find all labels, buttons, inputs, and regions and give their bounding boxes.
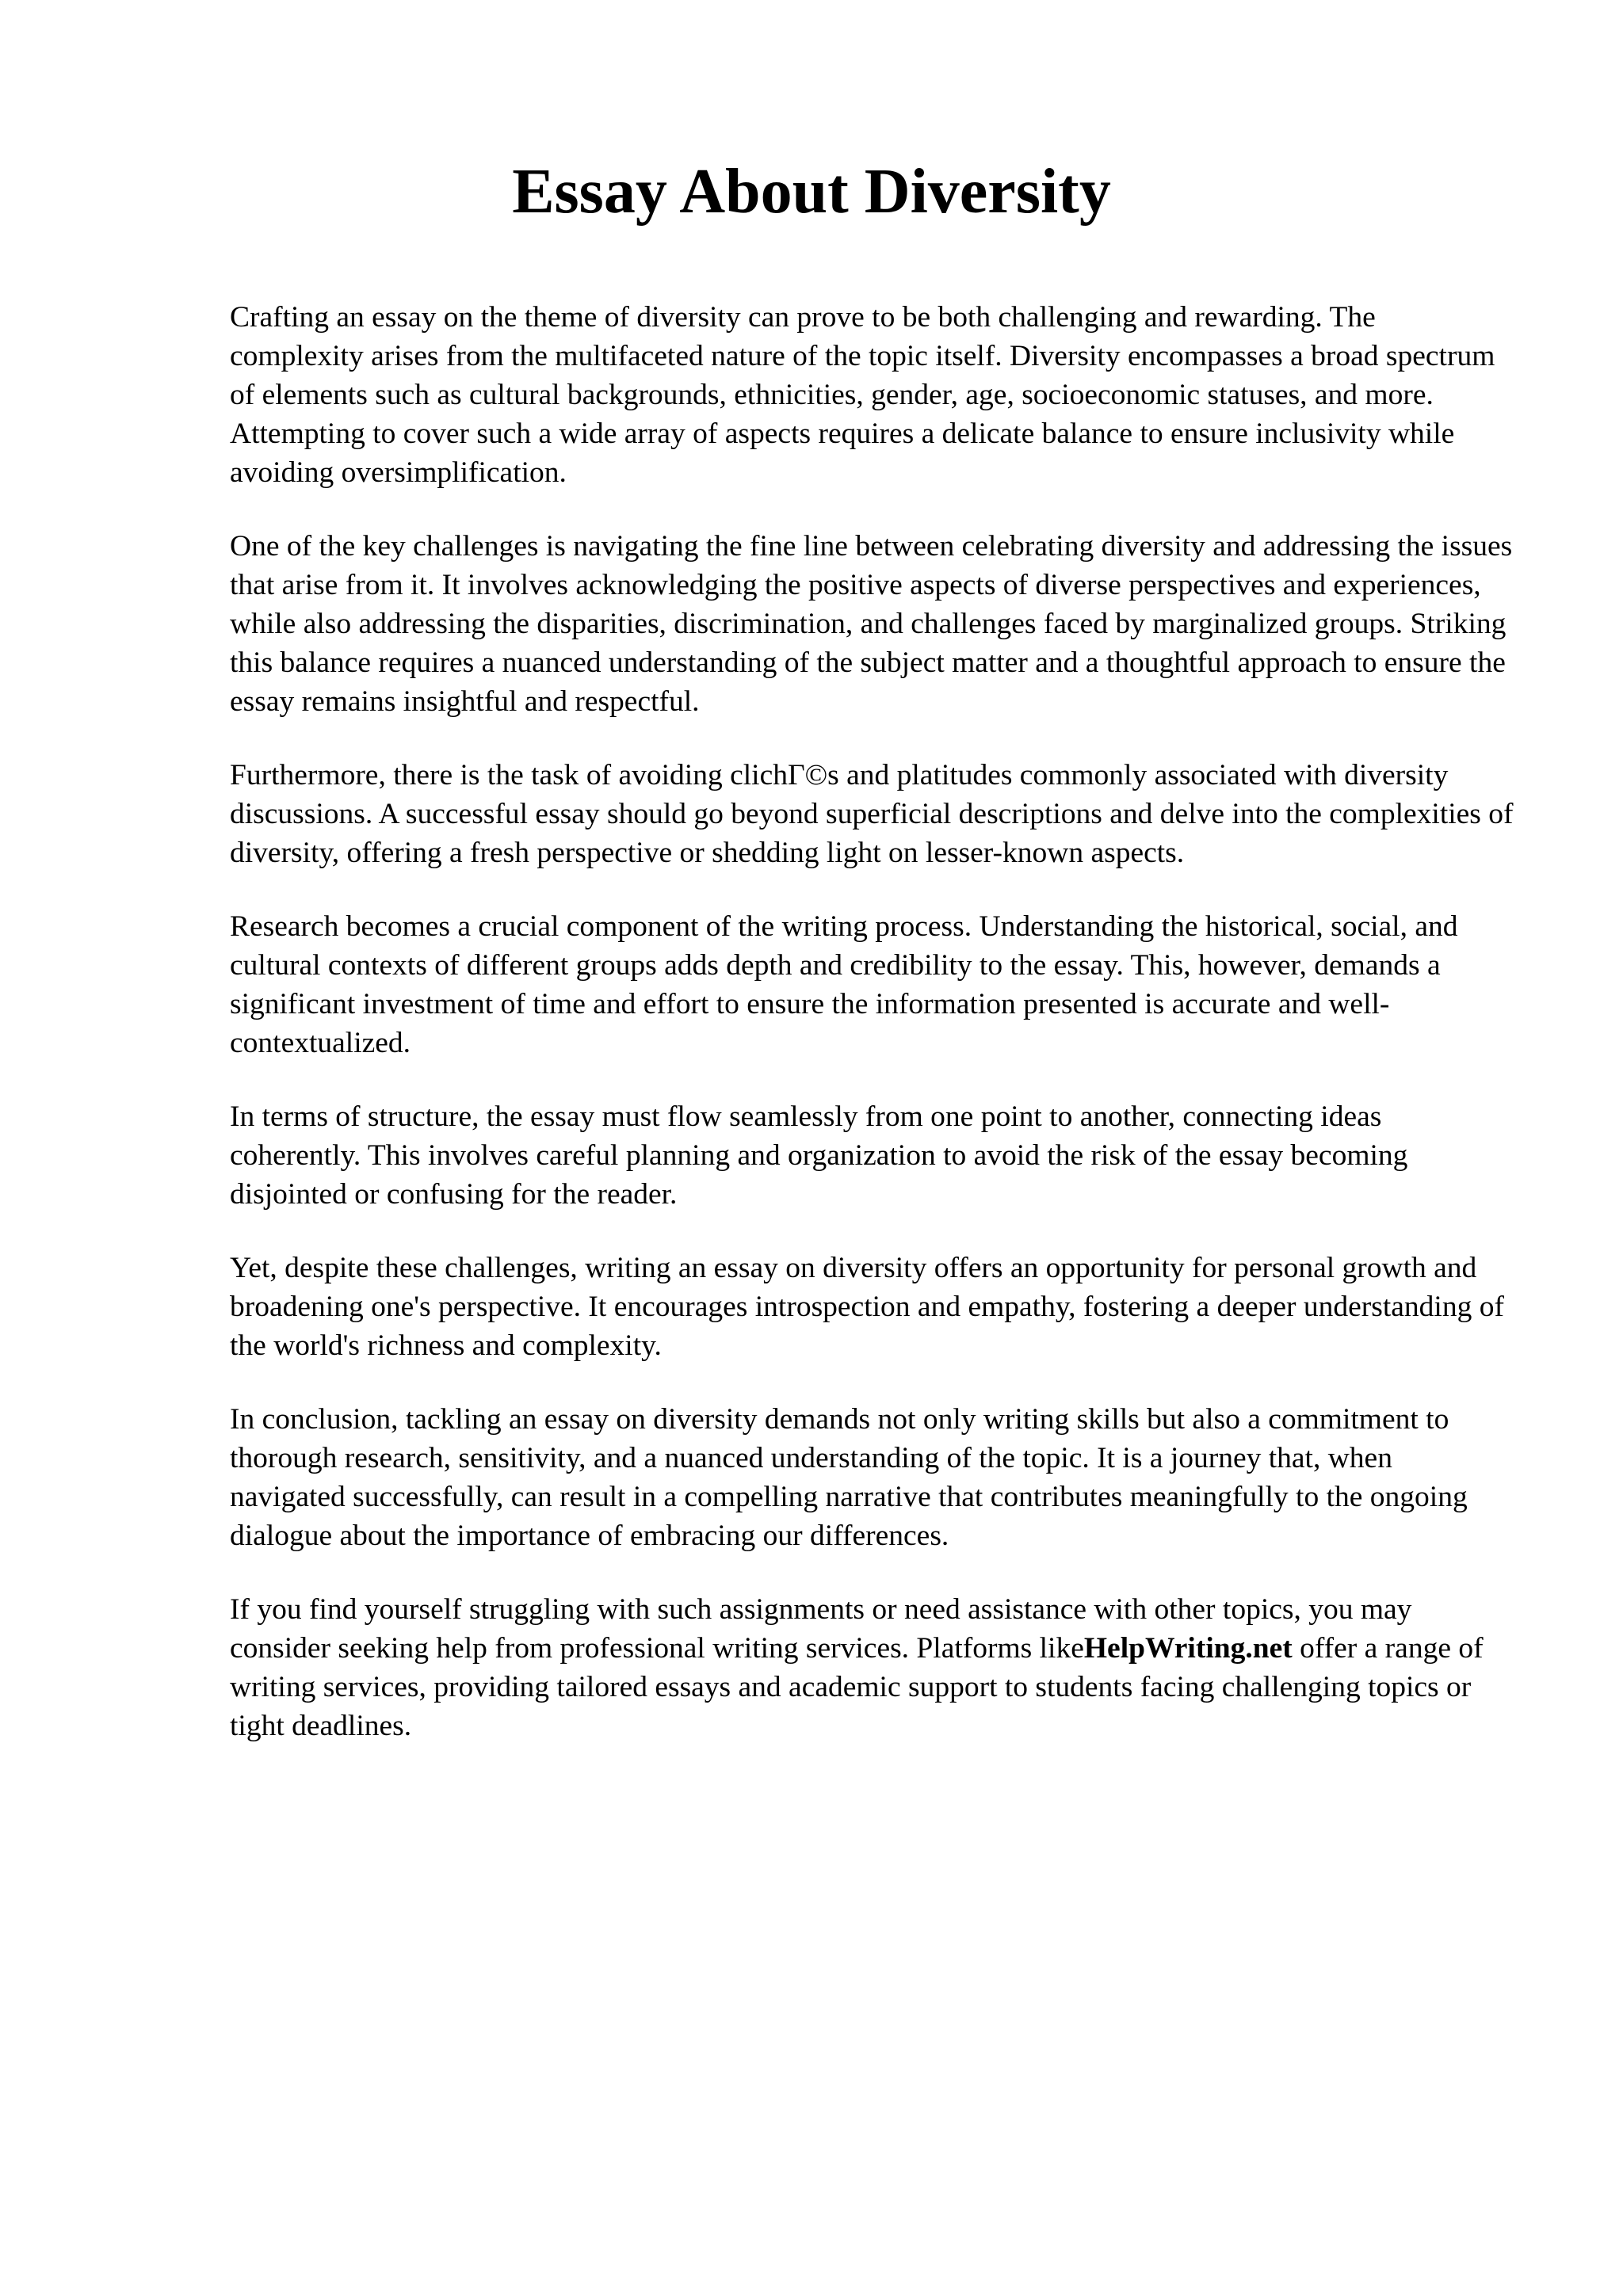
paragraph-2: One of the key challenges is navigating the fine line between celebrating diversity and addressing the issues that arise from it. It involves acknowledging the positive aspects of diverse perspectives and experiences, while also addressing the disparities, discrimination, and challenges faced by marginalized groups. Striking this balance requires a nuanced understanding of the subject matter and a thoughtful approach to ensure the essay remains insightful and respectful. bbox=[230, 530, 1513, 718]
paragraph-8-text-after-link: offer a range of writing services, providing tailored essays and academic support to students facing challenging topics or tight deadlines. bbox=[230, 1632, 1484, 1742]
essay-body bbox=[230, 298, 1514, 1780]
paragraph-6: Yet, despite these challenges, writing an essay on diversity offers an opportunity for personal growth and broadening one's perspective. It encourages introspection and empathy, fostering a deeper understanding of the world's richness and complexity. bbox=[230, 1252, 1504, 1362]
paragraph-1: Crafting an essay on the theme of diversity can prove to be both challenging and rewarding. The complexity arises from the multifaceted nature of the topic itself. Diversity encompasses a broad spectrum of elements such as cultural backgrounds, ethnicities, gender, age, socioeconomic statuses, and more. Attempting to cover such a wide array of aspects requires a delicate balance to ensure inclusivity while avoiding oversimplification. bbox=[230, 301, 1495, 489]
paragraph-5: In terms of structure, the essay must flow seamlessly from one point to another, connecting ideas coherently. This involves careful planning and organization to avoid the risk of the essay becoming disjointed or confusing for the reader. bbox=[230, 1100, 1408, 1211]
paragraph-8 bbox=[230, 1590, 1514, 1745]
page-title: Essay About Diversity bbox=[512, 157, 1111, 227]
paragraph-3: Furthermore, there is the task of avoiding clichГ©s and platitudes commonly associated with diversity discussions. A successful essay should go beyond superficial descriptions and delve into the complexities of diversity, offering a fresh perspective or shedding light on lesser-known aspects. bbox=[230, 759, 1514, 869]
paragraph-4: Research becomes a crucial component of the writing process. Understanding the historical, social, and cultural contexts of different groups adds depth and credibility to the essay. This, however, demands a significant investment of time and effort to ensure the information presented is accurate and well-contextualized. bbox=[230, 910, 1458, 1059]
paragraph-8-text-before-link: If you find yourself struggling with such assignments or need assistance with other topics, you may consider seeking help from professional writing services. Platforms like bbox=[230, 1593, 1412, 1665]
paragraph-7: In conclusion, tackling an essay on diversity demands not only writing skills but also a commitment to thorough research, sensitivity, and a nuanced understanding of the topic. It is a journey that, when navigated successfully, can result in a compelling narrative that contributes meaningfully to the ongoing dialogue about the importance of embracing our differences. bbox=[230, 1403, 1468, 1552]
helpwriting-link[interactable]: HelpWriting.net bbox=[1083, 1632, 1293, 1665]
